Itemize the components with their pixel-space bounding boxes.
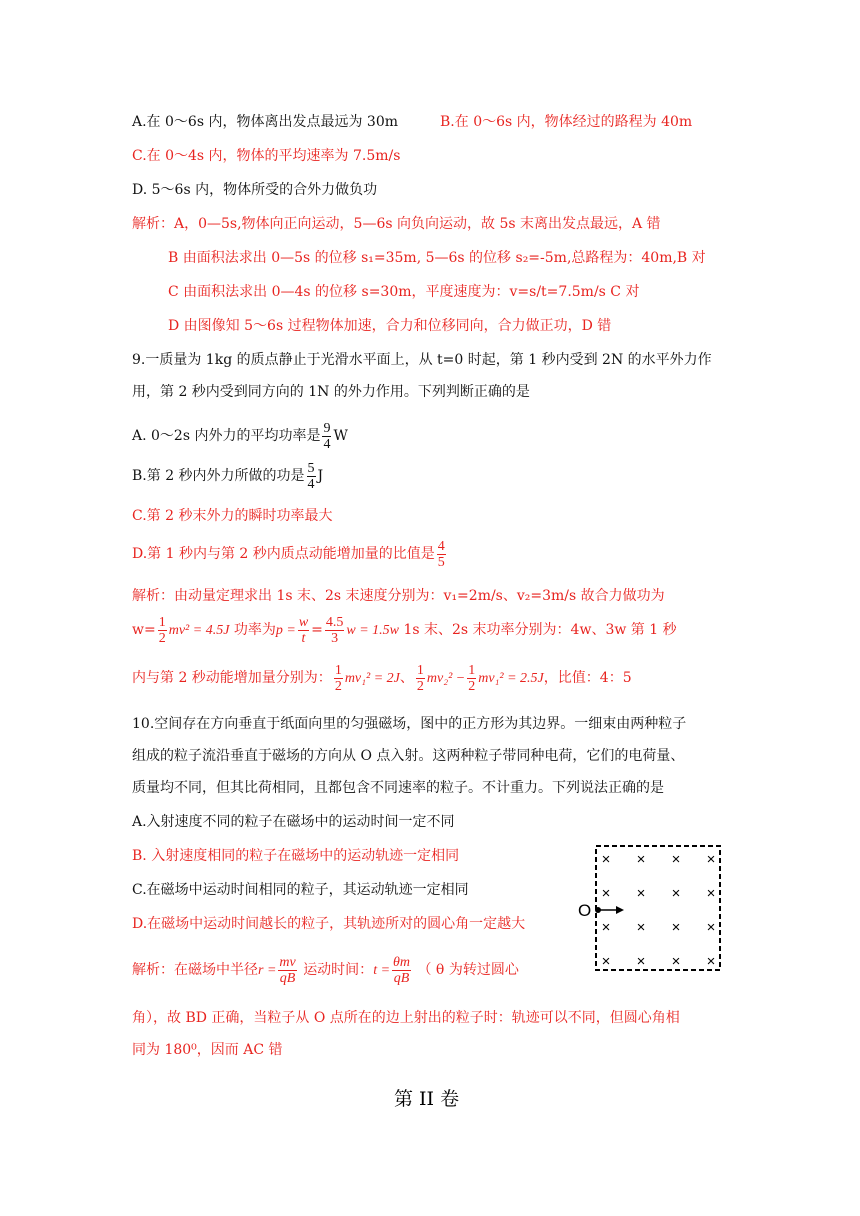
fraction-numerator: 1	[158, 614, 166, 630]
power-label: 功率为	[233, 622, 276, 638]
velocity-arrowhead	[616, 906, 624, 914]
q9-analysis-line-2: w= $\frac{1}{2}$ mv² = 4.5J 功率为p = $\frac{w}{t}$ = $\frac{4.5}{3}$ w = 1.5w 1s 末、2s 末功率分别为：4w、3w 第 1 秒	[132, 614, 677, 646]
field-cross: ×	[706, 919, 716, 936]
q8-option-b: B.在 0～6s 内，物体经过的路程为 40m	[440, 114, 693, 130]
field-cross: ×	[671, 919, 681, 936]
q9-option-a-fraction	[322, 421, 331, 452]
q9-option-b-fraction	[307, 461, 316, 492]
q8-analysis-line-2: B 由面积法求出 0—5s 的位移 s₁=35m, 5—6s 的位移 s₂=-5m,总路程为：40m,B 对	[168, 250, 706, 266]
q10-analysis-line-1	[132, 952, 519, 989]
fraction-denominator: qB	[393, 970, 410, 986]
fraction-numerator: 1	[468, 662, 476, 678]
entry-point-label: O	[578, 901, 592, 920]
fraction-denominator: 5	[437, 554, 445, 570]
fraction-denominator: 2	[416, 678, 424, 694]
fraction-numerator: mv	[279, 954, 296, 970]
q10-stem-line-3: 质量均不同，但其比荷相同，且都包含不同速率的粒子。不计重力。下列说法正确的是	[132, 780, 664, 796]
q8-option-a: A.在 0～6s 内，物体离出发点最远为 30m	[132, 114, 398, 130]
fraction-denominator: 2	[158, 630, 166, 646]
q9-stem-line-1: 9.一质量为 1kg 的质点静止于光滑水平面上，从 t=0 时起，第 1 秒内受到 2N 的水平外力作	[132, 352, 712, 368]
field-cross: ×	[601, 851, 611, 868]
section-title: 第 II 卷	[394, 1088, 460, 1110]
q10-analysis-line-2: 角），故 BD 正确，当粒子从 O 点所在的边上射出的粒子时：轨迹可以不同，但圆心角相	[132, 1010, 680, 1026]
fraction-denominator: 3	[331, 630, 339, 646]
q9-option-c: C.第 2 秒末外力的瞬时功率最大	[132, 508, 333, 524]
q10-stem-line-1: 10.空间存在方向垂直于纸面向里的匀强磁场，图中的正方形为其边界。一细束由两种粒子	[132, 716, 687, 732]
q9-option-d-fraction	[437, 539, 446, 570]
q8-option-d: D. 5～6s 内，物体所受的合外力做负功	[132, 182, 378, 198]
q10-option-b: B. 入射速度相同的粒子在磁场中的运动轨迹一定相同	[132, 848, 460, 864]
fraction-denominator: t	[301, 630, 306, 646]
power-fraction-values	[325, 615, 345, 646]
q9-option-d	[132, 538, 448, 570]
time-label: 运动时间：	[303, 962, 374, 978]
work-label: w=	[132, 622, 156, 638]
half-fraction	[334, 663, 343, 694]
field-cross: ×	[671, 851, 681, 868]
magnetic-field-figure	[574, 838, 734, 978]
q8-analysis-line-3: C 由面积法求出 0—4s 的位移 s=30m，平度速度为：v=s/t=7.5m/s C 对	[168, 284, 640, 300]
radius-fraction	[278, 955, 296, 986]
half-fraction	[467, 663, 476, 694]
q10-stem-line-2: 组成的粒子流沿垂直于磁场的方向从 O 点入射。这两种粒子带同种电荷，它们的电荷量、	[132, 748, 685, 764]
q9-analysis-line-1: 解析：由动量定理求出 1s 末、2s 末速度分别为：v₁=2m/s、v₂=3m/s 故合力做功为	[132, 588, 665, 604]
fraction-numerator: 4	[437, 538, 445, 554]
q10-analysis-line-3: 同为 180⁰，因而 AC 错	[132, 1042, 283, 1058]
time-fraction	[392, 955, 411, 986]
field-cross: ×	[636, 851, 646, 868]
fraction-numerator: 9	[323, 420, 331, 436]
energy-2a: mv₂² −	[426, 671, 466, 686]
q10-option-d: D.在磁场中运动时间越长的粒子，其轨迹所对的圆心角一定越大	[132, 916, 526, 932]
power-tail-text: 1s 末、2s 末功率分别为：4w、3w 第 1 秒	[403, 622, 677, 638]
power-result: w = 1.5w	[346, 623, 400, 638]
fraction-numerator: 4.5	[325, 614, 344, 630]
field-cross: ×	[601, 885, 611, 902]
q8-option-c: C.在 0～4s 内，物体的平均速率为 7.5m/s	[132, 148, 401, 164]
half-fraction	[158, 615, 167, 646]
fraction-numerator: 5	[307, 460, 315, 476]
fraction-denominator: qB	[279, 970, 296, 986]
field-cross: ×	[706, 851, 716, 868]
field-cross: ×	[636, 953, 646, 970]
radius-symbol: r =	[258, 963, 277, 978]
field-cross: ×	[636, 919, 646, 936]
energy-1: mv₁² = 2J	[344, 671, 400, 686]
time-symbol: t =	[373, 963, 391, 978]
q9-option-b	[132, 460, 323, 492]
separator: 、	[399, 670, 414, 686]
energy-label: 内与第 2 秒动能增加量分别为：	[132, 670, 332, 686]
q9-analysis-line-3	[132, 662, 632, 695]
q10-option-a: A.入射速度不同的粒子在磁场中的运动时间一定不同	[132, 814, 455, 830]
power-fraction-wt	[298, 615, 309, 646]
fraction-denominator: 2	[334, 678, 342, 694]
fraction-numerator: 1	[334, 662, 342, 678]
fraction-numerator: θm	[393, 954, 411, 970]
field-cross: ×	[671, 885, 681, 902]
q9-option-a	[132, 420, 348, 452]
fraction-denominator: 4	[307, 476, 315, 492]
work-equation: mv² = 4.5J	[168, 623, 230, 638]
q10-option-c: C.在磁场中运动时间相同的粒子，其运动轨迹一定相同	[132, 882, 469, 898]
energy-2b: mv₁² = 2.5J	[478, 671, 544, 686]
q9-option-d-text: D.第 1 秒内与第 2 秒内质点动能增加量的比值是	[132, 546, 435, 562]
field-boundary	[596, 846, 720, 970]
half-fraction	[416, 663, 425, 694]
fraction-denominator: 4	[323, 436, 331, 452]
ratio-text: ，比值：4：5	[543, 670, 632, 686]
unit: W	[333, 428, 348, 444]
power-symbol: p =	[275, 623, 296, 638]
field-cross: ×	[601, 953, 611, 970]
fraction-numerator: 1	[416, 662, 424, 678]
q9-stem-line-2: 用，第 2 秒内受到同方向的 1N 的外力作用。下列判断正确的是	[132, 384, 530, 400]
field-cross: ×	[706, 885, 716, 902]
field-cross: ×	[601, 919, 611, 936]
radius-label: 解析：在磁场中半径	[132, 962, 258, 978]
angle-note: （ θ 为转过圆心	[417, 962, 519, 978]
q8-analysis-line-4: D 由图像知 5～6s 过程物体加速，合力和位移同向，合力做正功，D 错	[168, 318, 612, 334]
q8-analysis-line-1: 解析：A，0—5s,物体向正向运动，5—6s 向负向运动，故 5s 末离出发点最远，A 错	[132, 216, 661, 232]
q9-option-a-text: A. 0～2s 内外力的平均功率是	[132, 428, 321, 444]
q9-option-b-text: B.第 2 秒内外力所做的功是	[132, 468, 305, 484]
unit: J	[317, 468, 324, 484]
field-cross: ×	[706, 953, 716, 970]
fraction-denominator: 2	[468, 678, 476, 694]
fraction-numerator: w	[298, 614, 309, 630]
field-cross: ×	[671, 953, 681, 970]
field-cross: ×	[636, 885, 646, 902]
